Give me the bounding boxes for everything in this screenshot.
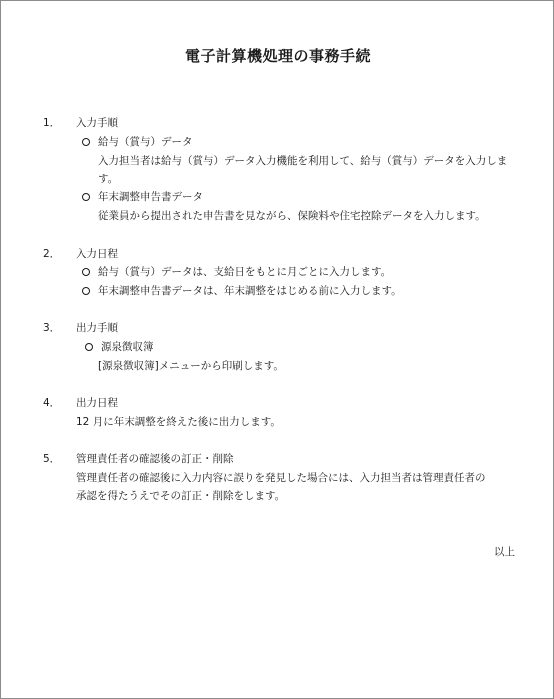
section-4-body-line-1: 12 月に年末調整を終えた後に出力します。 — [76, 416, 281, 428]
section-5-number: 5． — [43, 453, 61, 465]
bullet-circle-icon — [82, 268, 90, 276]
section-1-item-1-label: 給与（賞与）データ — [98, 136, 193, 148]
closing-mark: 以上 — [494, 546, 515, 558]
section-1-item-2-label: 年末調整申告書データ — [98, 191, 203, 203]
section-2-item-1-label: 給与（賞与）データは、支給日をもとに月ごとに入力します。 — [98, 266, 392, 278]
bullet-circle-icon — [82, 193, 90, 201]
bullet-circle-icon — [82, 138, 90, 146]
section-1-item-1-body-line-2: す。 — [98, 173, 119, 185]
section-5-heading: 管理責任者の確認後の訂正・削除 — [76, 453, 234, 465]
section-3-heading: 出力手順 — [76, 322, 118, 334]
section-2-heading: 入力日程 — [76, 248, 118, 260]
section-2-item-2-label: 年末調整申告書データは、年末調整をはじめる前に入力します。 — [98, 285, 402, 297]
section-1-item-2-body-line-1: 従業員から提出された申告書を見ながら、保険料や住宅控除データを入力します。 — [98, 210, 486, 222]
section-4-number: 4． — [43, 397, 61, 409]
section-2-number: 2． — [43, 248, 61, 260]
section-5-body-line-2: 承認を得たうえでその訂正・削除をします。 — [76, 490, 286, 502]
section-3-item-1-label: 源泉徴収簿 — [101, 341, 154, 353]
section-3-item-1-body-line-1: [源泉徴収簿]メニューから印刷します。 — [98, 360, 284, 372]
section-3-number: 3． — [43, 322, 61, 334]
section-1-item-1-body-line-1: 入力担当者は給与（賞与）データ入力機能を利用して、給与（賞与）データを入力しま — [98, 155, 508, 167]
document-title: 電子計算機処理の事務手続 — [184, 47, 371, 65]
bullet-circle-icon — [82, 287, 90, 295]
section-4-heading: 出力日程 — [76, 397, 118, 409]
section-1-number: 1． — [43, 117, 61, 129]
section-1-heading: 入力手順 — [76, 117, 118, 129]
section-5-body-line-1: 管理責任者の確認後に入力内容に誤りを発見した場合には、入力担当者は管理責任者の — [76, 472, 486, 484]
bullet-circle-icon — [85, 343, 93, 351]
